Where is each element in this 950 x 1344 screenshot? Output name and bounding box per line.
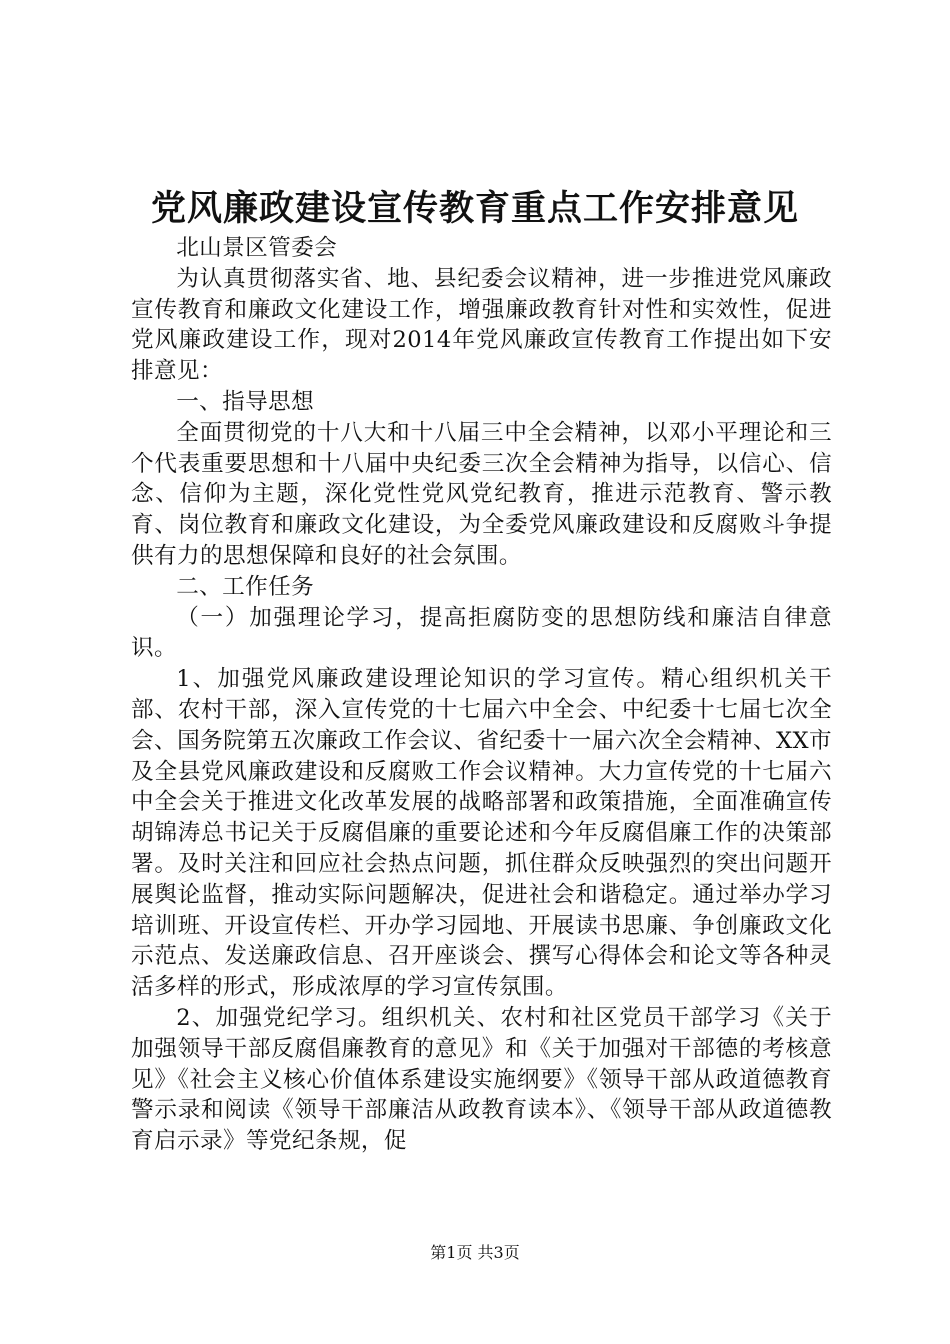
issuer-line: 北山景区管委会 [176,235,338,261]
task-item-1-paragraph: 1、加强党风廉政建设理论知识的学习宣传。精心组织机关干部、农村干部，深入宣传党的十七届六中全会、中纪委十七届七次全会、国务院第五次廉政工作会议、省纪委十一届六次全会精神、XX市及全县党风廉政建设和反腐败工作会议精神。大力宣传党的十七届六中全会关于推进文化改革发展的战略部署和政策措施，全面准确宣传胡锦涛总书记关于反腐倡廉的重要论述和今年反腐倡廉工作的决策部署。及时关注和回应社会热点问题，抓住群众反映强烈的突出问题开展舆论监督，推动实际问题解决，促进社会和谐稳定。通过举办学习培训班、开设宣传栏、开办学习园地、开展读书思廉、争创廉政文化示范点、发送廉政信息、召开座谈会、撰写心得体会和论文等各种灵活多样的形式，形成浓厚的学习宣传氛围。 [131,666,832,1001]
guiding-thought-paragraph: 全面贯彻党的十八大和十八届三中全会精神，以邓小平理论和三个代表重要思想和十八届中央纪委三次全会精神为指导，以信心、信念、信仰为主题，深化党性党风党纪教育，推进示范教育、警示教育、岗位教育和廉政文化建设，为全委党风廉政建设和反腐败斗争提供有力的思想保障和良好的社会氛围。 [131,419,832,569]
subsection-heading-theory-study: （一）加强理论学习，提高拒腐防变的思想防线和廉洁自律意识。 [131,604,832,662]
section-heading-work-tasks: 二、工作任务 [176,573,315,600]
document-body [131,233,832,1157]
document-title: 党风廉政建设宣传教育重点工作安排意见 [150,188,799,229]
task-item-2-paragraph: 2、加强党纪学习。组织机关、农村和社区党员干部学习《关于加强领导干部反腐倡廉教育的意见》和《关于加强对干部德的考核意见》《社会主义核心价值体系建设实施纲要》《领导干部从政道德教育警示录和阅读《领导干部廉洁从政教育读本》、《领导干部从政道德教育启示录》等党纪条规，促 [131,1004,832,1155]
intro-paragraph: 为认真贯彻落实省、地、县纪委会议精神，进一步推进党风廉政宣传教育和廉政文化建设工作，增强廉政教育针对性和实效性，促进党风廉政建设工作，现对2014年党风廉政宣传教育工作提出如下安排意见： [131,265,832,385]
section-heading-guiding-thought: 一、指导思想 [176,388,315,415]
page-number-footer: 第1页 共3页 [430,1243,520,1262]
